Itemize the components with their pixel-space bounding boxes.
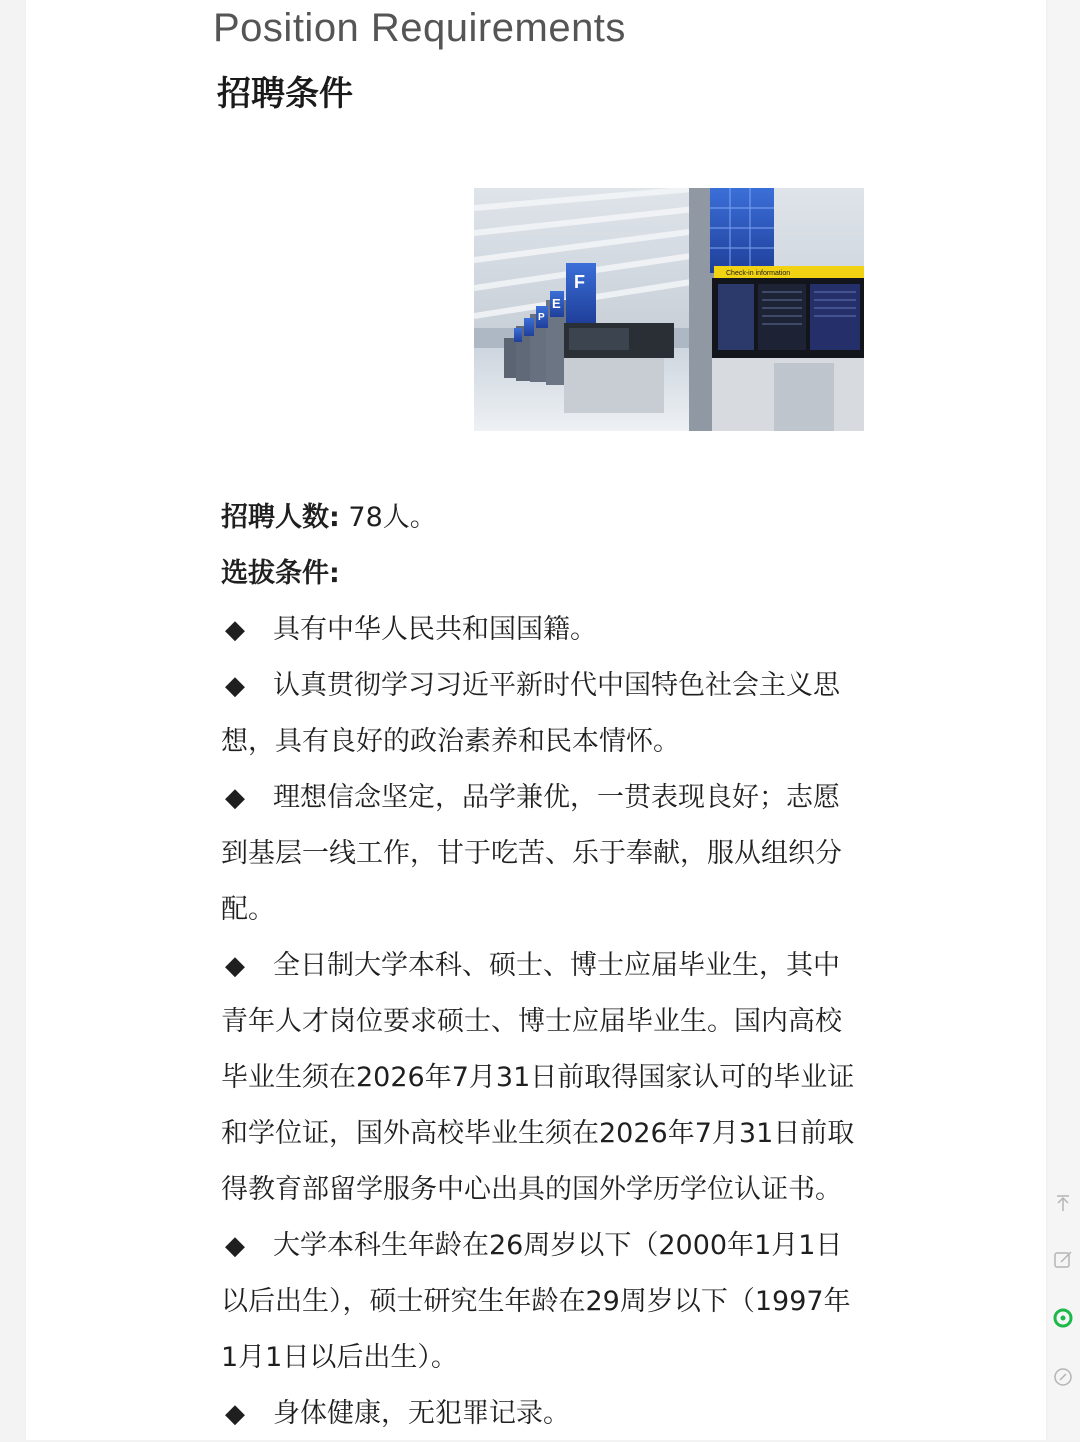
criteria-item: [221, 770, 866, 938]
sign-letter-e: E: [552, 296, 561, 311]
chat-icon[interactable]: [1052, 1307, 1074, 1329]
requirements-content: [221, 490, 866, 1442]
criteria-item-text: 全日制大学本科、硕士、博士应届毕业生，其中青年人才岗位要求硕士、博士应届毕业生。国内高校毕业生须在2026年7月31日前取得国家认可的毕业证和学位证，国外高校毕业生须在2026年7月31日前取得教育部留学服务中心出具的国外学历学位认证书。: [221, 950, 855, 1205]
criteria-item: [221, 602, 866, 658]
arrow-up-icon[interactable]: [1052, 1192, 1074, 1214]
airport-checkin-photo: [474, 188, 864, 431]
recruit-count-value: 78人。: [339, 502, 437, 533]
recruit-count-label: 招聘人数:: [221, 502, 340, 533]
link-icon[interactable]: [1052, 1366, 1074, 1388]
display-header-text: Check-in information: [726, 270, 791, 277]
criteria-item: [221, 658, 866, 770]
edit-icon[interactable]: [1052, 1249, 1074, 1271]
page-title-en: Position Requirements: [213, 6, 626, 50]
diamond-bullet-icon: ◆: [225, 951, 245, 981]
criteria-item-text: 身体健康，无犯罪记录。: [273, 1398, 570, 1429]
page-title-zh: 招聘条件: [217, 74, 353, 114]
diamond-bullet-icon: ◆: [225, 1231, 245, 1261]
criteria-item: [221, 1386, 866, 1442]
diamond-bullet-icon: ◆: [225, 671, 245, 701]
criteria-item-text: 理想信念坚定，品学兼优，一贯表现良好；志愿到基层一线工作，甘于吃苦、乐于奉献，服从组织分配。: [221, 782, 842, 925]
criteria-label: 选拔条件:: [221, 558, 340, 589]
criteria-item-text: 具有中华人民共和国国籍。: [273, 614, 597, 645]
diamond-bullet-icon: ◆: [225, 615, 245, 645]
diamond-bullet-icon: ◆: [225, 1399, 245, 1429]
right-toolbar: [1048, 0, 1080, 1440]
recruit-count-line: [221, 490, 866, 546]
criteria-item-text: 认真贯彻学习习近平新时代中国特色社会主义思想，具有良好的政治素养和民本情怀。: [221, 670, 840, 757]
diamond-bullet-icon: ◆: [225, 783, 245, 813]
sign-letter-p: P: [538, 312, 545, 323]
criteria-item: [221, 1218, 866, 1386]
criteria-item-text: 大学本科生年龄在26周岁以下（2000年1月1日以后出生），硕士研究生年龄在29周岁以下（1997年1月1日以后出生）。: [221, 1230, 851, 1373]
sign-letter-f: F: [574, 272, 585, 292]
criteria-item: [221, 938, 866, 1218]
